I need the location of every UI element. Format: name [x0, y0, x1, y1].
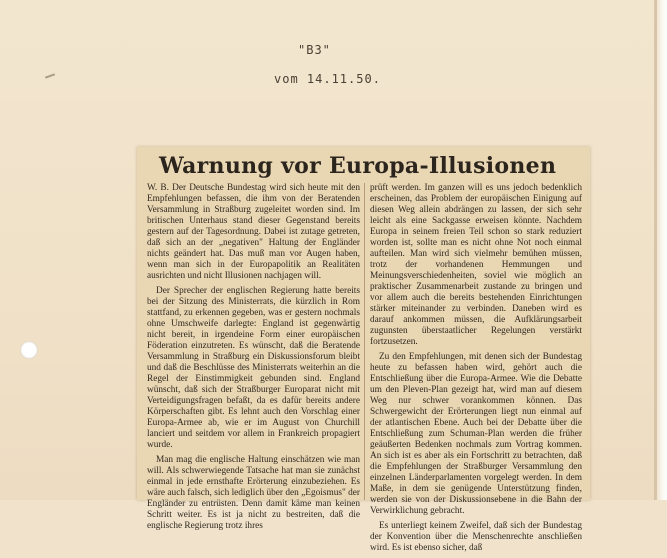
clipping-headline: Warnung vor Europa-Illusionen: [159, 153, 557, 179]
article-paragraph: Der Sprecher der englischen Regierung hatte bereits bei der Sitzung des Ministerrats, die kürzlich in Rom stattfand, zu erkennen gegeben, was er gestern nochmals ohne Umschweife darlegte: England ist gegenwärtig nicht bereit, in irgendeine Form einer europäischen Föderation einzutreten. Es wünscht, daß die Beratende Versammlung in Straßburg ein Diskussionsforum bleibt und daß die Beschlüsse des Ministerrats weiterhin an die Regel der Einstimmigkeit gebunden sind. England wünscht, daß sich der Straßburger Europarat nicht mit Verteidigungsfragen befaßt, da es dafür bereits andere Körperschaften gibt. Es lehnt auch den Vorschlag einer Europa-Armee ab, wie er im August von Churchill lanciert und seitdem vor allem in Frankreich propagiert wurde.: [147, 286, 360, 450]
typed-date: vom 14.11.50.: [274, 72, 381, 86]
article-paragraph: prüft werden. Im ganzen will es uns jedoch bedenklich erscheinen, das Problem der europäischen Einigung auf diesen Weg allein abdrängen zu lassen, der sich sehr leicht als eine Sackgasse erweisen könnte. Nachdem Europa in seinem freien Teil schon so stark reduziert worden ist, sollte man es nicht ohne Not noch einmal aufteilen. Man wird sich vielmehr bemühen müssen, trotz der vorhandenen Hemmungen und Meinungsverschiedenheiten, soviel wie möglich an praktischer Zusammenarbeit zustande zu bringen und vor allem auch die bereits bestehenden Einrichtungen stärker miteinander zu verbinden. Daneben wird es darauf ankommen müssen, die Aufklärungsarbeit zugunsten überstaatlicher Regelungen verstärkt fortzusetzen.: [370, 183, 582, 347]
article-column-right: [370, 183, 582, 558]
newspaper-clipping: [137, 147, 590, 553]
column-divider: [364, 183, 365, 500]
punch-hole: [20, 341, 38, 359]
article-paragraph: Zu den Empfehlungen, mit denen sich der Bundestag heute zu befassen haben wird, gehört auch die Entschließung über die Europa-Armee. Wie die Debatte um den Pleven-Plan gezeigt hat, wird man auf diesem Weg nur schwer vorankommen können. Das Schwergewicht der Erörterungen liegt nun einmal auf der atlantischen Ebene. Auch bei der Debatte über die Entschließung zum Schuman-Plan werden die früher geäußerten Bedenken nochmals zum Vortrag kommen. An sich ist es aber als ein Fortschritt zu betrachten, daß die Empfehlungen der Straßburger Versammlung den einzelnen Länderparlamenten vorgelegt werden. In dem Maße, in dem sie genügende Unterstützung finden, werden sie von der Diskussionsebene in die Bahn der Verwirklichung gebracht.: [370, 352, 582, 516]
page-crease: [654, 0, 657, 500]
article-column-left: [147, 183, 360, 536]
pen-mark: [45, 73, 55, 78]
article-paragraph: Es unterliegt keinem Zweifel, daß sich der Bundestag der Konvention über die Menschenrechte anschließen wird. Es ist ebenso sicher, daß: [370, 521, 582, 553]
typed-tag: "B3": [298, 43, 331, 57]
article-paragraph: W. B. Der Deutsche Bundestag wird sich heute mit den Empfehlungen befassen, die ihm von der Beratenden Versammlung in Straßburg zugeleitet worden sind. Im britischen Unterhaus stand dieser Gegenstand bereits gestern auf der Tagesordnung. Dabei ist zutage getreten, daß sich an der „negativen" Haltung der Engländer nichts geändert hat. Das muß man vor Augen haben, wenn man sich in der Europapolitik an Realitäten ausrichten und nicht Illusionen nachjagen will.: [147, 183, 360, 281]
article-paragraph: Man mag die englische Haltung einschätzen wie man will. Als schwerwiegende Tatsache hat man sie zunächst einmal in jede ernsthafte Erörterung einzubeziehen. Es wäre auch falsch, sich lediglich über den „Egoismus" der Engländer zu entrüsten. Denn damit käme man keinen Schritt weiter. Es ist ja nicht zu bestreiten, daß die englische Regierung trotz ihres: [147, 455, 360, 531]
